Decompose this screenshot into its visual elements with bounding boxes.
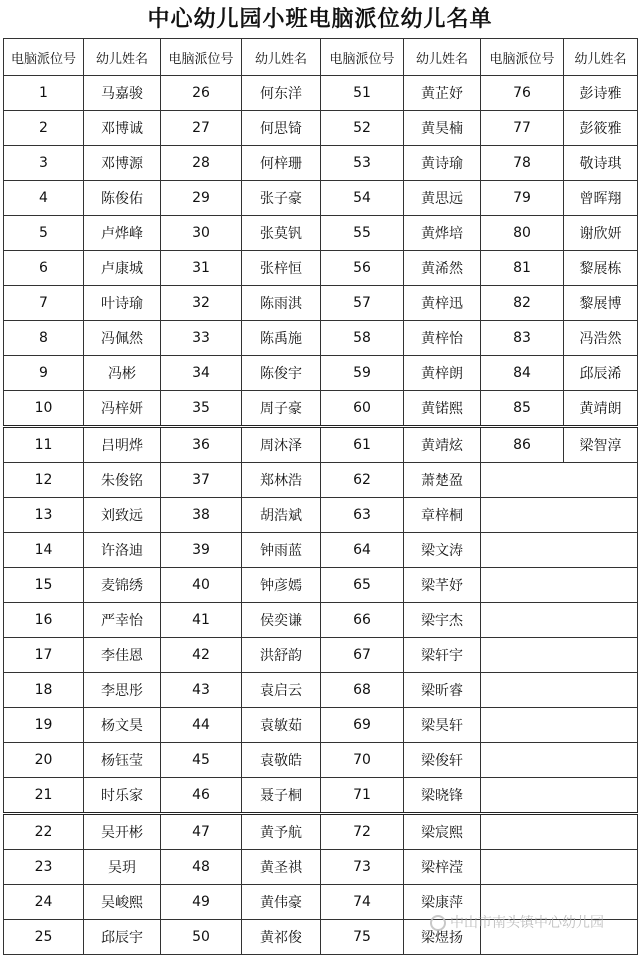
table-row [4,181,638,216]
seat-number-cell: 70 [321,743,404,778]
seat-number-cell: 8 [4,321,84,356]
column-header: 幼儿姓名 [242,39,321,76]
child-name-cell: 袁启云 [242,673,321,708]
child-name-cell: 朱俊铭 [84,463,161,498]
child-name-cell: 梁煜扬 [404,920,481,955]
seat-number-cell: 59 [321,356,404,391]
table-row [4,216,638,251]
child-name-cell: 冯浩然 [564,321,638,356]
watermark [430,912,604,932]
seat-number-cell: 74 [321,885,404,920]
table-row [4,498,638,533]
child-name-cell: 杨钰莹 [84,743,161,778]
child-name-cell: 卢烨峰 [84,216,161,251]
child-name-cell: 黄梓朗 [404,356,481,391]
table-row [4,850,638,885]
child-name-cell: 周沐泽 [242,427,321,463]
seat-number-cell: 28 [161,146,242,181]
watermark-logo-icon [430,915,446,931]
column-header: 幼儿姓名 [84,39,161,76]
child-name-cell: 萧楚盈 [404,463,481,498]
page-title: 中心幼儿园小班电脑派位幼儿名单 [147,7,493,32]
child-name-cell: 侯奕谦 [242,603,321,638]
child-name-cell: 黎展栋 [564,251,638,286]
child-name-cell: 陈俊宇 [242,356,321,391]
column-header: 幼儿姓名 [404,39,481,76]
seat-number-cell: 15 [4,568,84,603]
child-name-cell: 黄昊楠 [404,111,481,146]
child-name-cell: 张莫钒 [242,216,321,251]
child-name-cell: 聂子桐 [242,778,321,814]
seat-number-cell: 64 [321,533,404,568]
child-name-cell: 梁宸熙 [404,814,481,850]
seat-number-cell: 83 [481,321,564,356]
table-row [4,286,638,321]
seat-number-cell: 86 [481,427,564,463]
watermark-text: 中山市南头镇中心幼儿园 [450,915,604,931]
child-name-cell: 梁俊轩 [404,743,481,778]
empty-cell [481,463,638,498]
seat-number-cell: 26 [161,76,242,111]
child-name-cell: 叶诗瑜 [84,286,161,321]
seat-number-cell: 43 [161,673,242,708]
child-name-cell: 张梓恒 [242,251,321,286]
table-row [4,111,638,146]
child-name-cell: 胡浩斌 [242,498,321,533]
empty-cell [481,743,638,778]
child-name-cell: 黄梓怡 [404,321,481,356]
table-row [4,673,638,708]
column-header: 电脑派位号 [321,39,404,76]
seat-number-cell: 33 [161,321,242,356]
seat-number-cell: 23 [4,850,84,885]
child-name-cell: 敬诗琪 [564,146,638,181]
column-header: 电脑派位号 [161,39,242,76]
empty-cell [481,603,638,638]
child-name-cell: 梁晓锋 [404,778,481,814]
child-name-cell: 吕明烨 [84,427,161,463]
seat-number-cell: 77 [481,111,564,146]
seat-number-cell: 56 [321,251,404,286]
child-name-cell: 冯彬 [84,356,161,391]
child-name-cell: 冯梓妍 [84,391,161,427]
child-name-cell: 梁芊妤 [404,568,481,603]
empty-cell [481,708,638,743]
child-name-cell: 黄锘熙 [404,391,481,427]
seat-number-cell: 13 [4,498,84,533]
seat-number-cell: 63 [321,498,404,533]
seat-number-cell: 29 [161,181,242,216]
child-name-cell: 马嘉骏 [84,76,161,111]
empty-cell [481,638,638,673]
child-name-cell: 章梓桐 [404,498,481,533]
child-name-cell: 梁昕睿 [404,673,481,708]
empty-cell [481,778,638,814]
child-name-cell: 黄靖炫 [404,427,481,463]
seat-number-cell: 81 [481,251,564,286]
child-name-cell: 梁轩宇 [404,638,481,673]
child-name-cell: 吴峻熙 [84,885,161,920]
table-row [4,708,638,743]
seat-number-cell: 80 [481,216,564,251]
seat-number-cell: 36 [161,427,242,463]
seat-number-cell: 30 [161,216,242,251]
table-row [4,427,638,463]
child-name-cell: 陈禹施 [242,321,321,356]
child-name-cell: 梁文涛 [404,533,481,568]
child-name-cell: 黄芷妤 [404,76,481,111]
seat-number-cell: 50 [161,920,242,955]
child-name-cell: 吴开彬 [84,814,161,850]
seat-number-cell: 18 [4,673,84,708]
child-name-cell: 何梓珊 [242,146,321,181]
child-name-cell: 杨文昊 [84,708,161,743]
child-name-cell: 袁敏茹 [242,708,321,743]
child-name-cell: 钟彦嫣 [242,568,321,603]
seat-number-cell: 12 [4,463,84,498]
child-name-cell: 黄烨培 [404,216,481,251]
seat-number-cell: 22 [4,814,84,850]
child-name-cell: 谢欣妍 [564,216,638,251]
child-name-cell: 陈雨淇 [242,286,321,321]
child-name-cell: 梁康萍 [404,885,481,920]
seat-number-cell: 31 [161,251,242,286]
seat-number-cell: 52 [321,111,404,146]
child-name-cell: 黄梓迅 [404,286,481,321]
seat-number-cell: 72 [321,814,404,850]
child-name-cell: 邓博诚 [84,111,161,146]
seat-number-cell: 20 [4,743,84,778]
seat-number-cell: 75 [321,920,404,955]
table-row [4,533,638,568]
roster-table [3,38,638,955]
seat-number-cell: 46 [161,778,242,814]
child-name-cell: 陈俊佑 [84,181,161,216]
seat-number-cell: 10 [4,391,84,427]
child-name-cell: 吴玥 [84,850,161,885]
seat-number-cell: 71 [321,778,404,814]
column-header: 幼儿姓名 [564,39,638,76]
child-name-cell: 周子豪 [242,391,321,427]
empty-cell [481,498,638,533]
table-row [4,146,638,181]
seat-number-cell: 84 [481,356,564,391]
empty-cell [481,673,638,708]
child-name-cell: 刘致远 [84,498,161,533]
table-row [4,814,638,850]
table-row [4,603,638,638]
table-row [4,743,638,778]
seat-number-cell: 3 [4,146,84,181]
table-row [4,778,638,814]
child-name-cell: 黄诗瑜 [404,146,481,181]
seat-number-cell: 82 [481,286,564,321]
seat-number-cell: 4 [4,181,84,216]
seat-number-cell: 42 [161,638,242,673]
column-header: 电脑派位号 [4,39,84,76]
seat-number-cell: 16 [4,603,84,638]
child-name-cell: 黄靖朗 [564,391,638,427]
child-name-cell: 时乐家 [84,778,161,814]
child-name-cell: 袁敬皓 [242,743,321,778]
child-name-cell: 黄伟豪 [242,885,321,920]
seat-number-cell: 45 [161,743,242,778]
table-row [4,568,638,603]
seat-number-cell: 25 [4,920,84,955]
seat-number-cell: 53 [321,146,404,181]
child-name-cell: 郑林浩 [242,463,321,498]
child-name-cell: 黄圣祺 [242,850,321,885]
seat-number-cell: 9 [4,356,84,391]
child-name-cell: 何东洋 [242,76,321,111]
seat-number-cell: 11 [4,427,84,463]
seat-number-cell: 78 [481,146,564,181]
seat-number-cell: 73 [321,850,404,885]
child-name-cell: 黄浠然 [404,251,481,286]
seat-number-cell: 7 [4,286,84,321]
seat-number-cell: 14 [4,533,84,568]
seat-number-cell: 48 [161,850,242,885]
child-name-cell: 黎展博 [564,286,638,321]
seat-number-cell: 47 [161,814,242,850]
seat-number-cell: 39 [161,533,242,568]
child-name-cell: 何思锜 [242,111,321,146]
child-name-cell: 麦锦绣 [84,568,161,603]
seat-number-cell: 66 [321,603,404,638]
seat-number-cell: 24 [4,885,84,920]
seat-number-cell: 57 [321,286,404,321]
child-name-cell: 洪舒韵 [242,638,321,673]
seat-number-cell: 38 [161,498,242,533]
child-name-cell: 邱辰浠 [564,356,638,391]
seat-number-cell: 19 [4,708,84,743]
child-name-cell: 李佳恩 [84,638,161,673]
seat-number-cell: 69 [321,708,404,743]
table-row [4,463,638,498]
seat-number-cell: 21 [4,778,84,814]
child-name-cell: 邱辰宇 [84,920,161,955]
child-name-cell: 张子豪 [242,181,321,216]
seat-number-cell: 40 [161,568,242,603]
seat-number-cell: 37 [161,463,242,498]
child-name-cell: 彭筱雅 [564,111,638,146]
seat-number-cell: 85 [481,391,564,427]
child-name-cell: 李思彤 [84,673,161,708]
seat-number-cell: 58 [321,321,404,356]
child-name-cell: 严幸怡 [84,603,161,638]
seat-number-cell: 49 [161,885,242,920]
child-name-cell: 梁昊轩 [404,708,481,743]
seat-number-cell: 65 [321,568,404,603]
seat-number-cell: 6 [4,251,84,286]
child-name-cell: 冯佩然 [84,321,161,356]
empty-cell [481,850,638,885]
seat-number-cell: 1 [4,76,84,111]
child-name-cell: 钟雨蓝 [242,533,321,568]
table-row [4,76,638,111]
seat-number-cell: 60 [321,391,404,427]
seat-number-cell: 67 [321,638,404,673]
table-row [4,321,638,356]
child-name-cell: 梁梓滢 [404,850,481,885]
seat-number-cell: 17 [4,638,84,673]
child-name-cell: 梁智淳 [564,427,638,463]
seat-number-cell: 55 [321,216,404,251]
table-row [4,638,638,673]
header-row [4,39,638,76]
seat-number-cell: 2 [4,111,84,146]
seat-number-cell: 44 [161,708,242,743]
child-name-cell: 梁宇杰 [404,603,481,638]
seat-number-cell: 54 [321,181,404,216]
child-name-cell: 许洛迪 [84,533,161,568]
table-row [4,391,638,427]
empty-cell [481,814,638,850]
table-row [4,356,638,391]
child-name-cell: 黄予航 [242,814,321,850]
seat-number-cell: 41 [161,603,242,638]
seat-number-cell: 79 [481,181,564,216]
child-name-cell: 邓博源 [84,146,161,181]
seat-number-cell: 62 [321,463,404,498]
seat-number-cell: 76 [481,76,564,111]
column-header: 电脑派位号 [481,39,564,76]
roster-body [4,76,638,955]
seat-number-cell: 5 [4,216,84,251]
table-row [4,251,638,286]
seat-number-cell: 27 [161,111,242,146]
seat-number-cell: 32 [161,286,242,321]
child-name-cell: 彭诗雅 [564,76,638,111]
empty-cell [481,533,638,568]
seat-number-cell: 34 [161,356,242,391]
seat-number-cell: 68 [321,673,404,708]
seat-number-cell: 51 [321,76,404,111]
seat-number-cell: 61 [321,427,404,463]
child-name-cell: 黄思远 [404,181,481,216]
empty-cell [481,568,638,603]
child-name-cell: 黄祁俊 [242,920,321,955]
child-name-cell: 曾晖翔 [564,181,638,216]
child-name-cell: 卢康城 [84,251,161,286]
seat-number-cell: 35 [161,391,242,427]
